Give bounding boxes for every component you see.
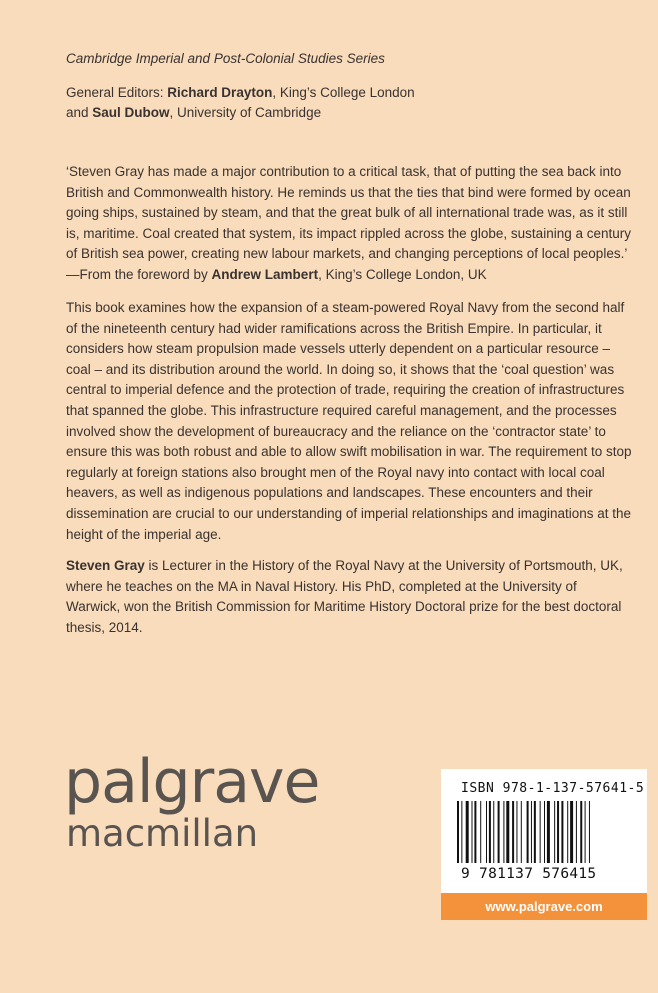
barcode-stripe — [570, 801, 573, 863]
barcode-stripe — [527, 801, 529, 863]
endorsement-quote — [66, 162, 632, 286]
barcode-stripe — [512, 801, 514, 863]
editor-name-1: Richard Drayton — [167, 85, 273, 100]
barcode-stripe — [461, 801, 462, 863]
quote-attribution-suffix: , King’s College London, UK — [318, 266, 487, 282]
quote-attribution-name: Andrew Lambert — [211, 266, 319, 282]
barcode-stripe — [557, 801, 559, 863]
isbn-label: ISBN 978-1-137-57641-5 — [461, 781, 645, 796]
editor-affiliation-2: , University of Cambridge — [169, 105, 322, 120]
book-description: This book examines how the expansion of a steam-powered Royal Navy from the second half of the nineteenth century had wider ramifications across the British Empire. In particular, it considers how steam propulsion made vessels utterly dependent on a particular resource – coal – and its distribution around the world. In doing so, it shows that the ‘coal question’ was central to imperial defence and the protection of trade, requiring the creation of infrastructures that spanned the globe. This infrastructure required careful management, and the processes involved show the development of bureaucracy and the reliance on the ‘contractor state’ to ensure this was both robust and able to allow swift mobilisation in war. The requirement to stop regularly at foreign stations also brought men of the Royal navy into contact with local coal heavers, as well as indigenous populations and landscapes. These encounters and their dissemination are crucial to our understanding of imperial relationships and imaginations at the height of the imperial age. — [66, 300, 632, 542]
author-name: Steven Gray — [66, 558, 145, 573]
barcode-stripe — [466, 801, 469, 863]
barcode-stripe — [506, 801, 509, 863]
barcode-stripe — [580, 801, 582, 863]
barcode-stripe — [498, 801, 500, 863]
editors-joiner: and — [66, 105, 93, 120]
barcode-stripe — [547, 801, 550, 863]
general-editors — [66, 83, 415, 123]
editor-affiliation-1: , King’s College London — [272, 85, 415, 100]
barcode-stripe — [554, 801, 555, 863]
publisher-logo-macmillan: macmillan — [66, 812, 259, 855]
barcode-stripe — [544, 801, 545, 863]
barcode-stripe — [516, 801, 517, 863]
barcode-stripe — [585, 801, 586, 863]
barcode-digits: 9 781137 576415 — [461, 866, 597, 882]
barcode-stripe — [503, 801, 504, 863]
barcode-stripe — [576, 801, 577, 863]
barcode-stripe — [521, 801, 522, 863]
quote-attribution-prefix: —From the foreword by — [66, 266, 212, 282]
author-bio-text: is Lecturer in the History of the Royal Navy at the University of Portsmouth, UK, where he teaches on the MA in Naval History. His PhD, completed at the University of Warwick, won the British Commission for Maritime History Doctoral prize for the best doctoral thesis, 2014. — [66, 558, 623, 635]
editors-prefix: General Editors: — [66, 85, 168, 100]
publisher-url: www.palgrave.com — [441, 893, 647, 920]
barcode-stripe — [534, 801, 536, 863]
barcode-stripe — [561, 801, 563, 863]
barcode-stripe — [486, 801, 487, 863]
barcode-bars — [455, 801, 635, 867]
author-bio — [66, 556, 632, 638]
series-title: Cambridge Imperial and Post-Colonial Studies Series — [66, 51, 385, 66]
barcode-stripe — [489, 801, 491, 863]
barcode-stripe — [480, 801, 481, 863]
editors-line-1 — [66, 83, 415, 103]
barcode-panel — [441, 769, 647, 920]
publisher-logo-palgrave: palgrave — [64, 747, 320, 817]
barcode-stripe — [540, 801, 541, 863]
editors-line-2 — [66, 103, 415, 123]
barcode-stripe — [589, 801, 590, 863]
barcode-stripe — [567, 801, 568, 863]
barcode-stripe — [531, 801, 532, 863]
barcode-stripe — [493, 801, 494, 863]
barcode-stripe — [474, 801, 476, 863]
barcode-stripe — [457, 801, 459, 863]
barcode-stripe — [472, 801, 473, 863]
quote-text: ‘Steven Gray has made a major contribution to a critical task, that of putting the sea back into British and Commonwealth history. He reminds us that the ties that bind were formed by ocean going ships, sustained by steam, and that the great bulk of all international trade was, as it still is, maritime. Coal created that system, its impact rippled across the globe, sustaining a century of British sea power, creating new labour markets, and changing perceptions of local peoples.’ — [66, 164, 631, 262]
editor-name-2: Saul Dubow — [92, 105, 170, 120]
